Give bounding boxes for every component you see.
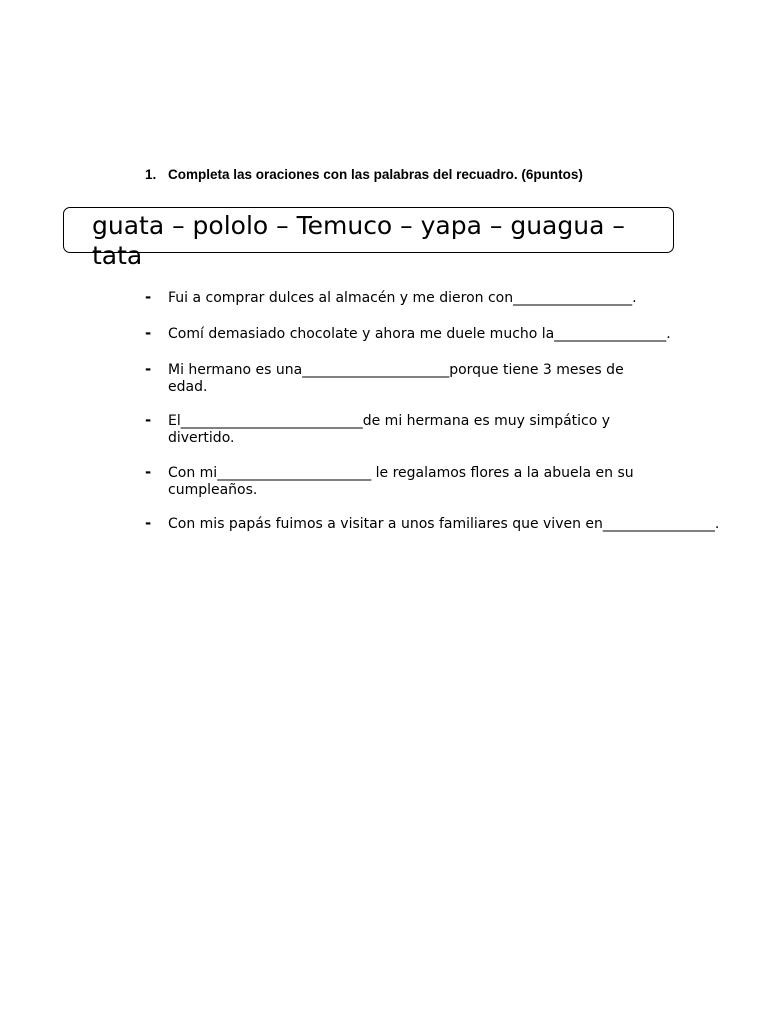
sentence-text: Comí demasiado chocolate y ahora me duele mucho la________________. bbox=[168, 326, 671, 342]
word-bank-box bbox=[63, 207, 674, 270]
bullet-dash: - bbox=[145, 514, 152, 532]
sentence-item-1 bbox=[145, 290, 745, 307]
sentence-item-3 bbox=[145, 362, 745, 396]
exercise-instruction bbox=[145, 167, 583, 182]
sentence-text: Fui a comprar dulces al almacén y me dieron con_________________. bbox=[168, 290, 637, 306]
exercise-instruction-text: Completa las oraciones con las palabras del recuadro. (6puntos) bbox=[168, 167, 583, 182]
sentence-text: Con mis papás fuimos a visitar a unos familiares que viven en________________. bbox=[168, 516, 720, 532]
bullet-dash: - bbox=[145, 288, 152, 306]
bullet-dash: - bbox=[145, 411, 152, 429]
sentence-text: Mi hermano es una_____________________porque tiene 3 meses de edad. bbox=[168, 362, 624, 395]
sentence-text: El__________________________de mi hermana es muy simpático y divertido. bbox=[168, 413, 611, 446]
sentence-item-6 bbox=[145, 516, 745, 533]
sentence-item-4 bbox=[145, 413, 745, 447]
sentence-item-5 bbox=[145, 465, 745, 499]
word-bank-words: guata – pololo – Temuco – yapa – guagua – tata bbox=[92, 211, 625, 270]
sentence-item-2 bbox=[145, 326, 745, 343]
sentence-text: Con mi______________________ le regalamos flores a la abuela en su cumpleaños. bbox=[168, 465, 634, 498]
bullet-dash: - bbox=[145, 463, 152, 481]
bullet-dash: - bbox=[145, 324, 152, 342]
exercise-number: 1. bbox=[145, 167, 157, 182]
bullet-dash: - bbox=[145, 360, 152, 378]
